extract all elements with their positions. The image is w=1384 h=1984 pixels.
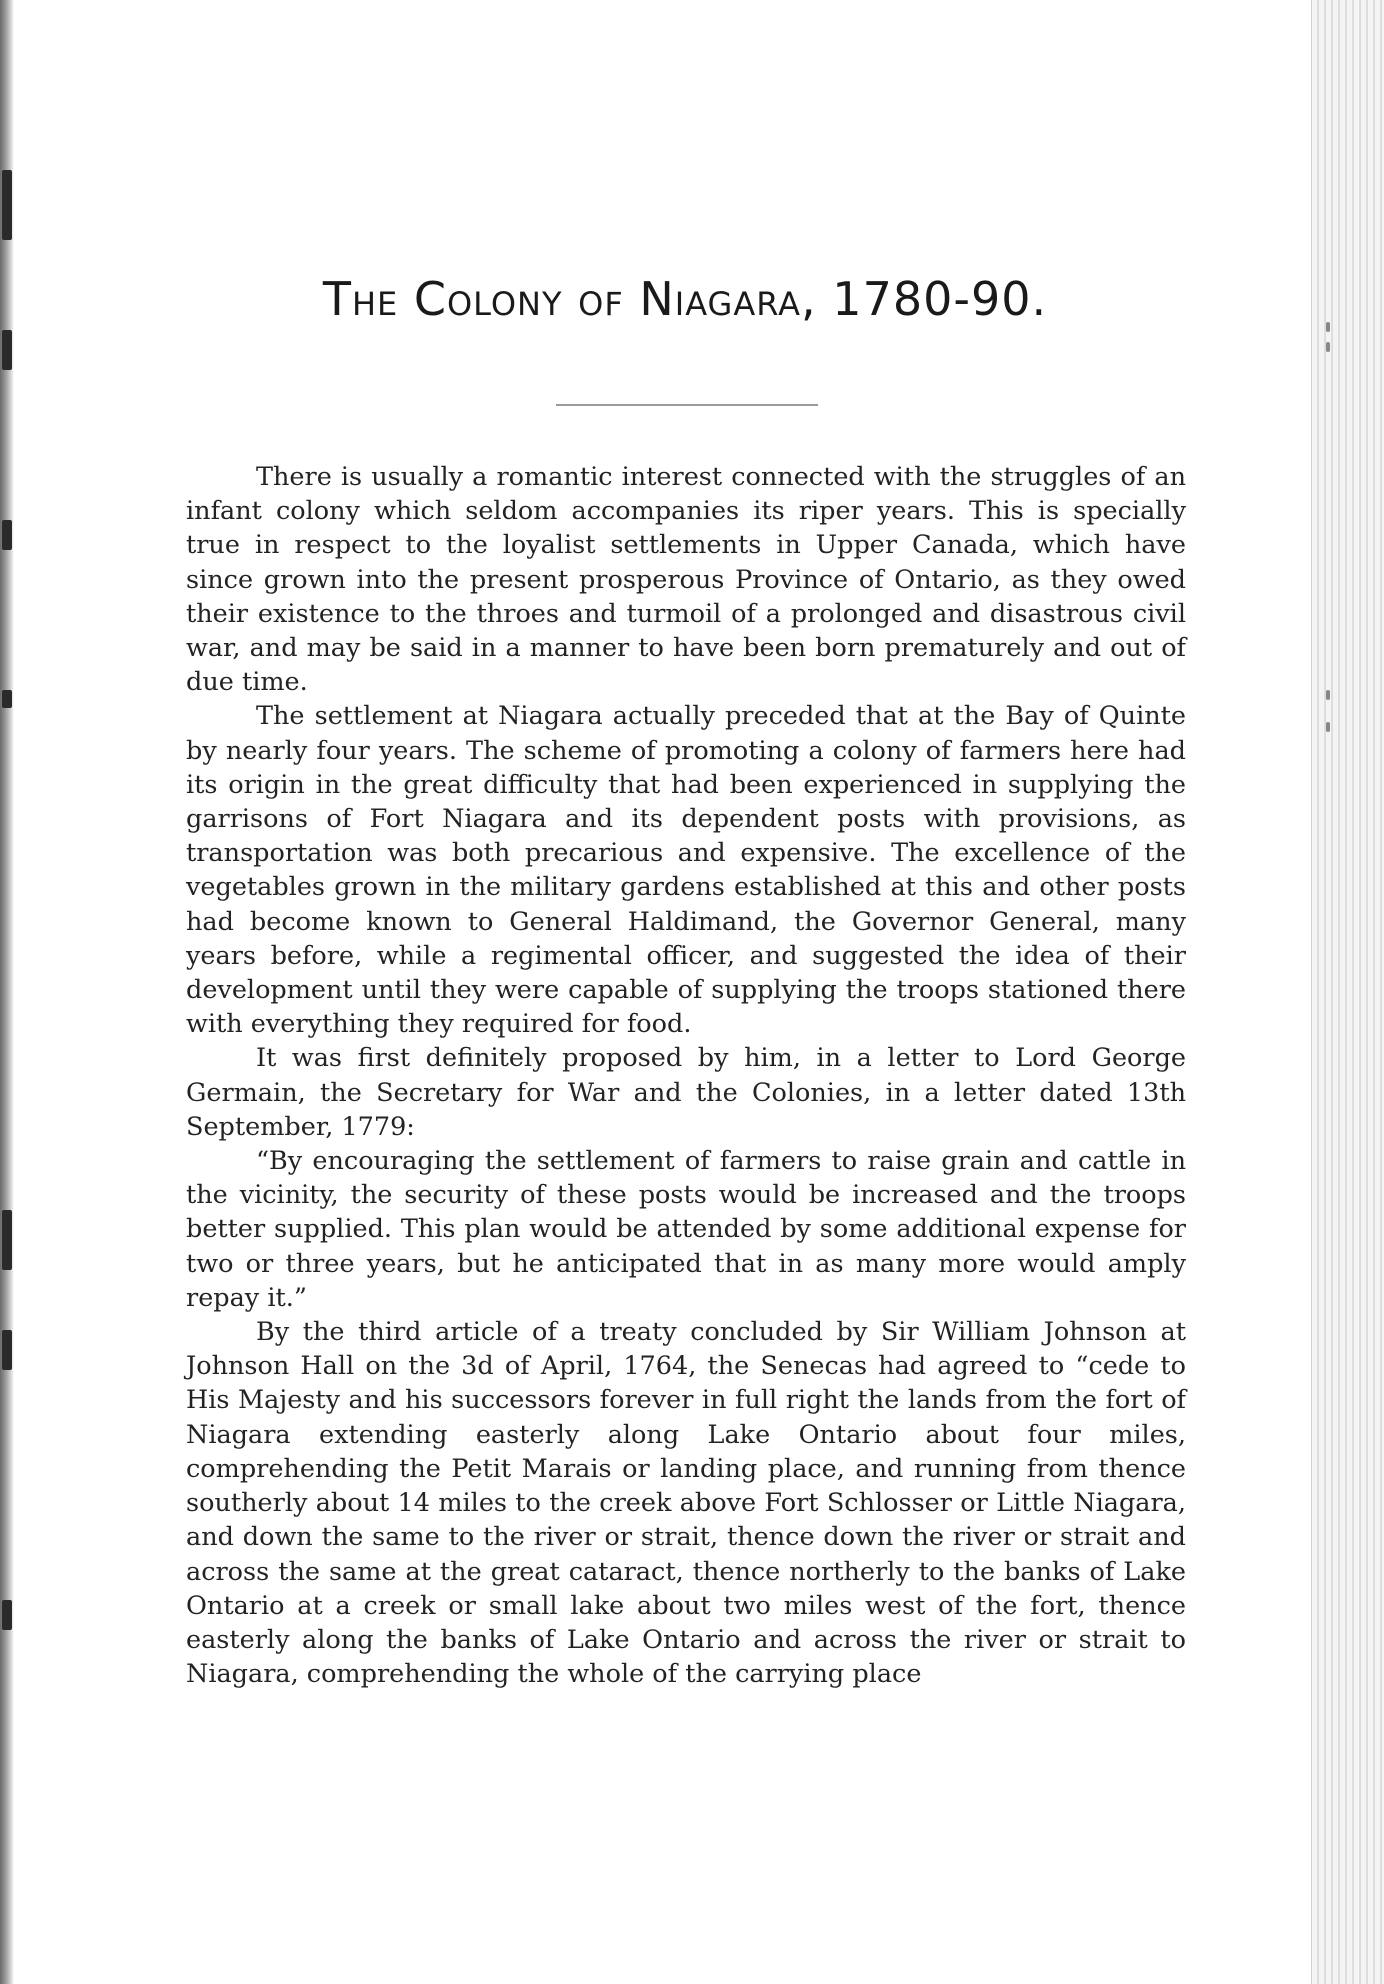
binding-mark [2, 330, 12, 370]
left-binding-edge [0, 0, 14, 1984]
binding-mark [2, 1330, 12, 1370]
binding-mark [2, 1210, 12, 1270]
binding-mark [2, 170, 12, 240]
paragraph: It was first definitely proposed by him, in a letter to Lord George Germain, the Secretary for War and the Colonies, in a letter dated 13th September, 1779: [186, 1043, 1186, 1142]
edge-mark [1326, 690, 1330, 700]
right-page-stack-edge [1311, 0, 1384, 1984]
edge-mark [1326, 722, 1330, 732]
paragraph: There is usually a romantic interest connected with the struggles of an infant colony which seldom accompanies its riper years. This is specially true in respect to the loyalist settlements in Upper Canada, which have since grown into the present prosperous Province of Ontario, as they owed their existence to the throes and turmoil of a prolonged and disastrous civil war, and may be said in a manner to have been born prematurely and out of due time. [186, 462, 1186, 698]
page-title: The Colony of Niagara, 1780-90. [322, 272, 1048, 326]
paragraph: By the third article of a treaty concluded by Sir William Johnson at Johnson Hall on the 3d of April, 1764, the Senecas had agreed to “cede to His Majesty and his successors forever in full right the lands from the fort of Niagara extending easterly along Lake Ontario about four miles, comprehending the Petit Marais or landing place, and running from thence southerly about 14 miles to the creek above Fort Schlosser or Little Niagara, and down the same to the river or strait, thence down the river or strait and across the same at the great cataract, thence northerly to the banks of Lake Ontario at a creek or small lake about two miles west of the fort, thence easterly along the banks of Lake Ontario and across the river or strait to Niagara, comprehending the whole of the carrying place [186, 1317, 1186, 1690]
article-body [186, 460, 1186, 1691]
binding-mark [2, 1600, 12, 1630]
binding-mark [2, 520, 12, 550]
paragraph: The settlement at Niagara actually preceded that at the Bay of Quinte by nearly four years. The scheme of promoting a colony of farmers here had its origin in the great difficulty that had been experienced in supplying the garrisons of Fort Niagara and its dependent posts with provisions, as transportation was both precarious and expensive. The excellence of the vegetables grown in the military gardens established at this and other posts had become known to General Haldimand, the Governor General, many years before, while a regimental officer, and suggested the idea of their development until they were capable of supplying the troops stationed there with everything they required for food. [186, 701, 1186, 1040]
edge-mark [1326, 342, 1330, 352]
paragraph: “By encouraging the settlement of farmers to raise grain and cattle in the vicinity, the security of these posts would be increased and the troops better supplied. This plan would be attended by some additional expense for two or three years, but he anticipated that in as many more would amply repay it.” [186, 1146, 1186, 1313]
binding-mark [2, 690, 12, 708]
title-divider [556, 404, 818, 406]
edge-mark [1326, 322, 1330, 332]
